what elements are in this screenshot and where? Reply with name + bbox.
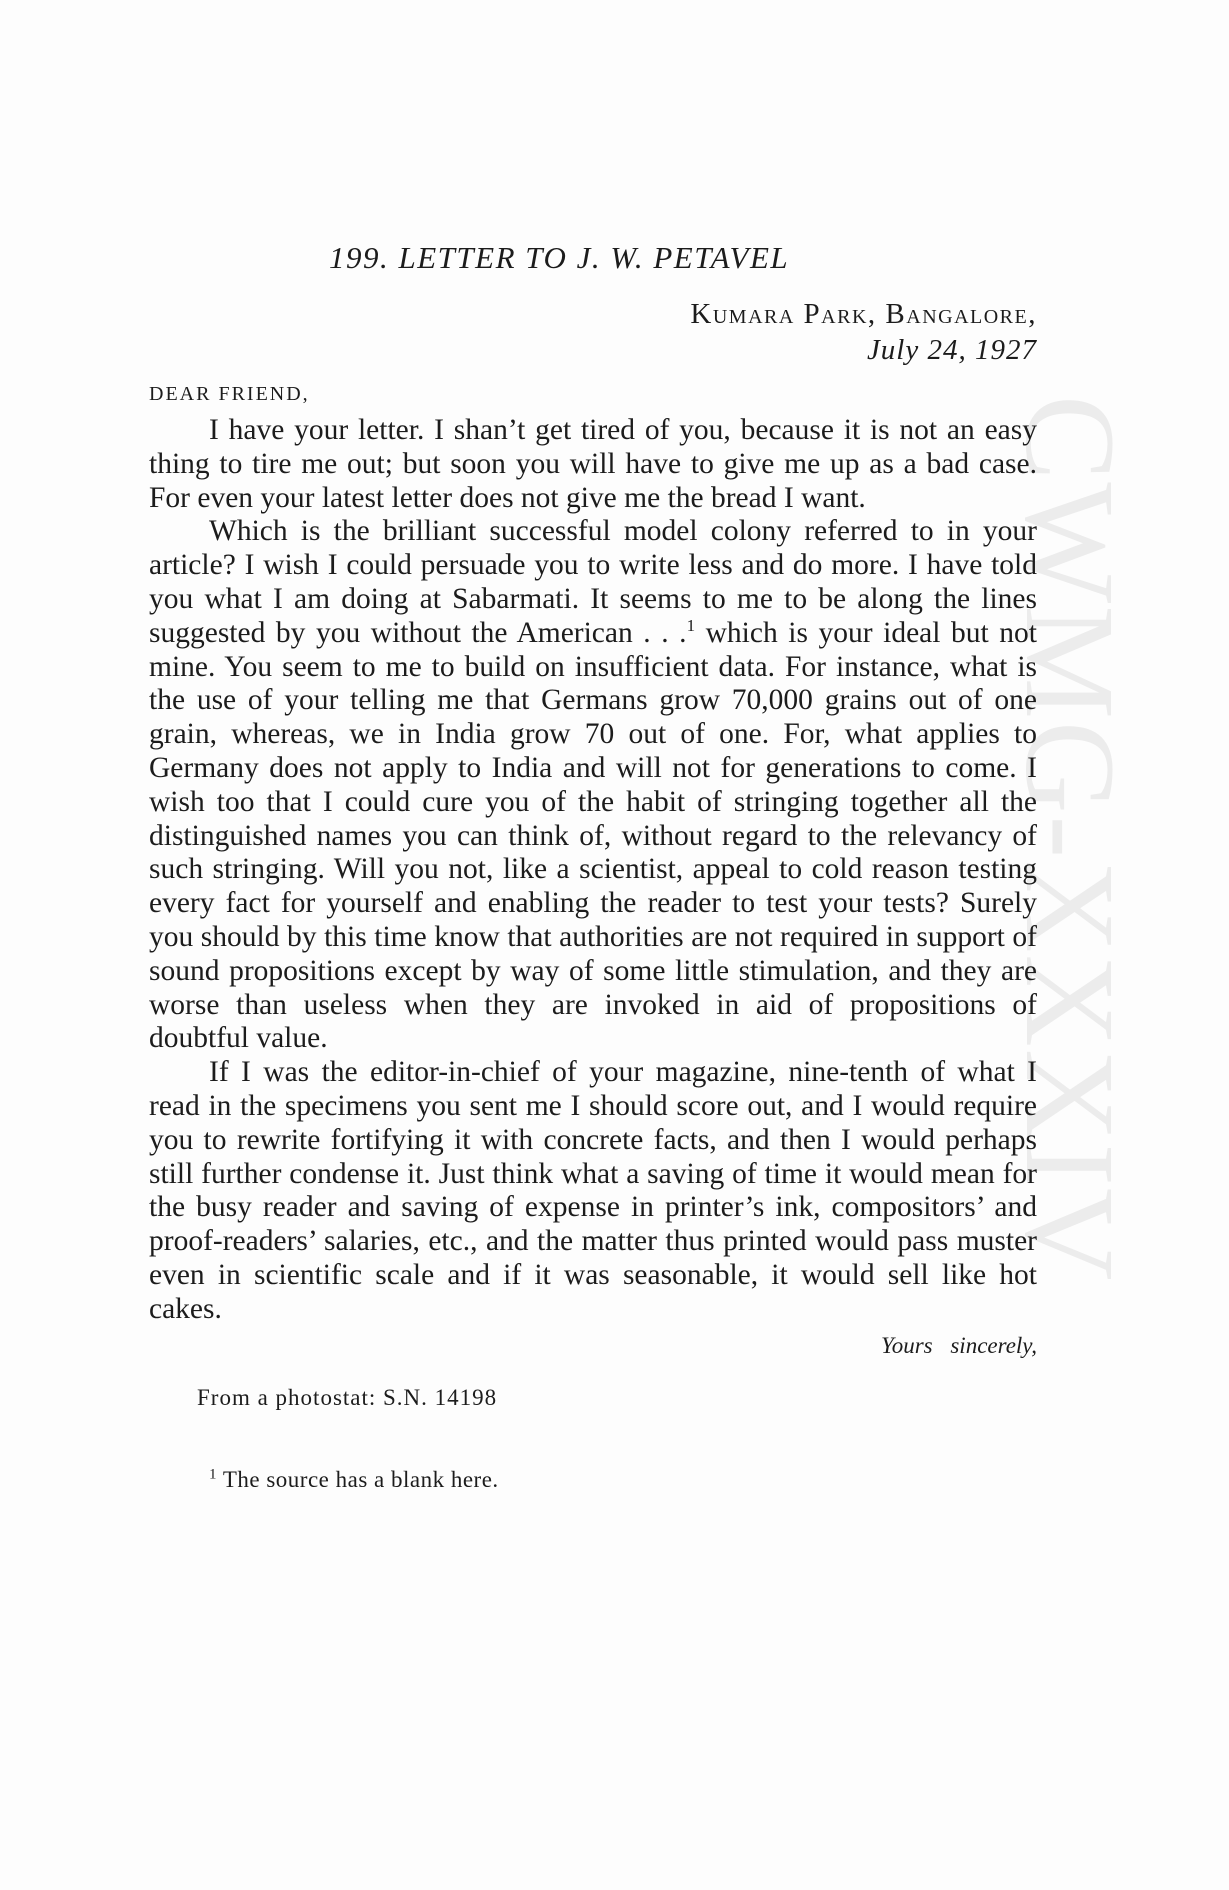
paragraph-2 (149, 515, 1037, 1056)
footnote-marker: 1 (209, 1465, 217, 1482)
source-note: From a photostat: S.N. 14198 (197, 1384, 498, 1410)
document-page (149, 240, 1037, 1493)
letter-salutation: DEAR FRIEND, (149, 383, 310, 405)
paragraph-2-text-b: which is your ideal but not mine. You seem to me to build on insufficient data. For instance, what is the use of your telling me that Germans grow 70,000 grains out of one grain, whereas, we in India grow 70 out of one. For, what applies to Germany does not apply to India and will not for generations to come. I wish too that I could cure you of the habit of stringing together all the distinguished names you can think of, without regard to the relevancy of such stringing. Will you not, like a scientist, appeal to cold reason testing every fact for yourself and enabling the reader to test your tests? Surely you should by this time know that authorities are not required in support of sound propositions except by way of some little stimulation, and they are worse than useless when they are invoked in aid of propositions of doubtful value. (149, 616, 1037, 1055)
paragraph-3: If I was the editor-in-chief of your magazine, nine-tenth of what I read in the specimens you sent me I should score out, and I would require you to rewrite fortifying it with concrete facts, and then I would perhaps still further condense it. Just think what a saving of time it would mean for the busy reader and saving of expense in printer’s ink, compositors’ and proof-readers’ salaries, etc., and the matter thus printed would pass muster even in scientific scale and if it was seasonable, it would sell like hot cakes. (149, 1056, 1037, 1325)
letter-title: 199. LETTER TO J. W. PETAVEL (329, 240, 790, 275)
footnote-text: The source has a blank here. (217, 1466, 499, 1492)
letter-closing: Yours sincerely, (881, 1332, 1037, 1358)
footnote (209, 1467, 1037, 1493)
letter-place: Kumara Park, Bangalore, (690, 298, 1037, 330)
paragraph-1: I have your letter. I shan’t get tired of you, because it is not an easy thing to tire me out; but soon you will have to give me up as a bad case. For even your latest letter does not give me the bread I want. (149, 414, 1037, 514)
watermark: CWMG-XXXIV (999, 395, 1141, 1283)
paragraph-2-text-a: Which is the brilliant successful model colony referred to in your article? I wish I could persuade you to write less and do more. I have told you what I am doing at Sabarmati. It seems to me to be along the lines suggested by you without the American . . . (149, 515, 1037, 649)
letter-date: July 24, 1927 (866, 334, 1037, 366)
footnote-reference: 1 (686, 615, 696, 635)
